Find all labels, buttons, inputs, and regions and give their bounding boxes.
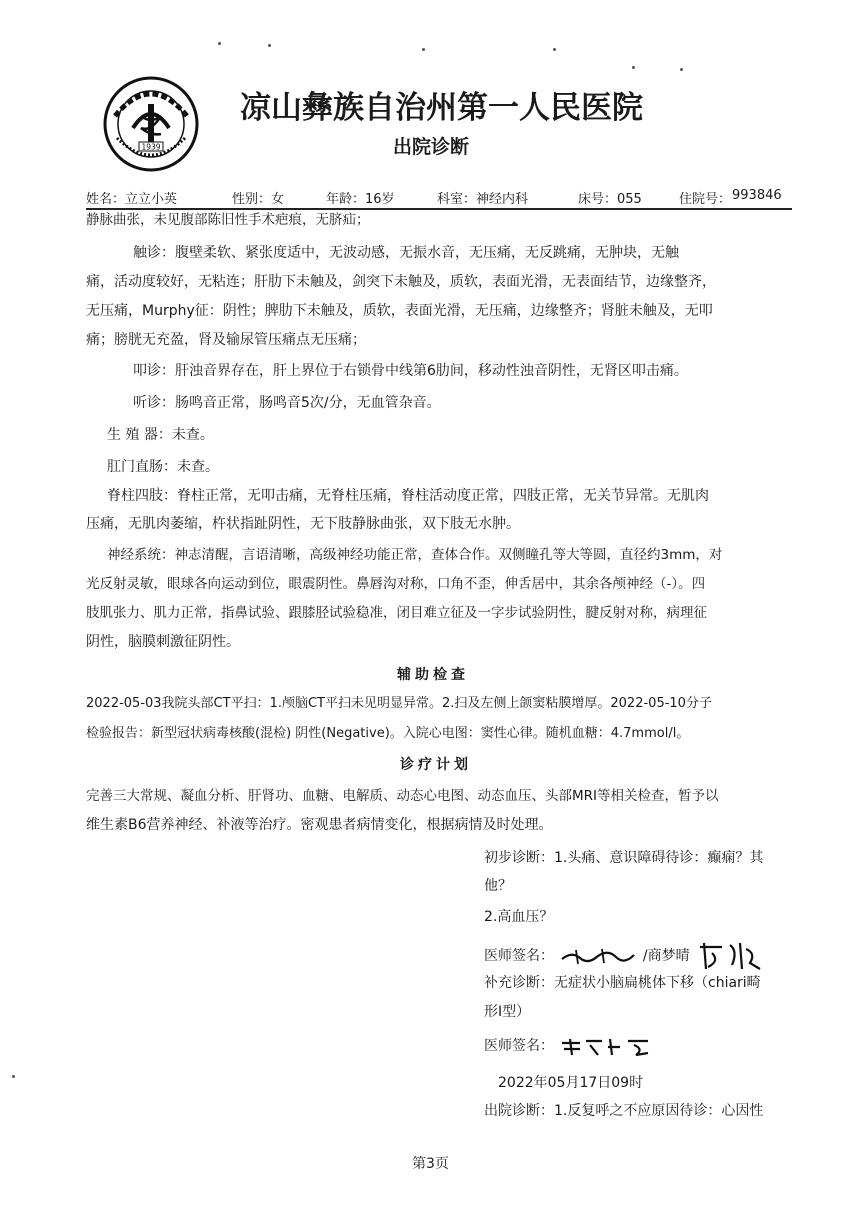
- body-line: 痛，活动度较好，无粘连；肝肋下未触及，剑突下未触及，质软，表面光滑，无表面结节，边缘整齐，: [86, 274, 716, 290]
- body-line: 光反射灵敏，眼球各向运动到位，眼震阴性。鼻唇沟对称，口角不歪，伸舌居中，其余各颅神经（-）。四: [86, 576, 706, 592]
- scan-speck: [422, 48, 425, 51]
- supplementary-diagnosis-cont: 形I型）: [484, 1004, 531, 1020]
- plan-line: 维生素B6营养神经、补液等治疗。密观患者病情变化，根据病情及时处理。: [86, 817, 553, 833]
- body-line: 肢肌张力、肌力正常，指鼻试验、跟膝胫试验稳准，闭目难立征及一字步试验阴性，腱反射对称，病理征: [86, 605, 707, 621]
- body-line: 肛门直肠：未查。: [107, 459, 219, 475]
- doctor-signature-row-2: [484, 1035, 654, 1057]
- body-line: 脊柱四肢：脊柱正常，无叩击痛，无脊柱压痛，脊柱活动度正常，四肢正常，无关节异常。无肌肉: [107, 488, 709, 504]
- body-line: 静脉曲张，未见腹部陈旧性手术疤痕，无脐疝；: [86, 212, 370, 228]
- handwritten-signature-2: [694, 939, 764, 973]
- aux-exam-line: 检验报告：新型冠状病毒核酸(混检) 阴性(Negative)。入院心电图：窦性心律。随机血糖：4.7mmol/l。: [86, 726, 690, 741]
- scan-speck: [632, 66, 635, 69]
- aux-exam-line: 2022-05-03我院头部CT平扫：1.颅脑CT平扫未见明显异常。2.扫及左侧上颌窦粘膜增厚。2022-05-10分子: [86, 696, 712, 711]
- svg-text:1939: 1939: [141, 142, 161, 152]
- discharge-diagnosis: 出院诊断：1.反复呼之不应原因待诊：心因性: [484, 1103, 764, 1119]
- body-line: 叩诊：肝浊音界存在，肝上界位于右锁骨中线第6肋间，移动性浊音阴性，无肾区叩击痛。: [133, 363, 688, 379]
- hospital-logo: [103, 76, 199, 172]
- doctor-signature-label: 医师签名：: [484, 948, 554, 964]
- record-date: 2022年05月17日09时: [498, 1075, 644, 1091]
- prelim-diagnosis-2: 2.高血压？: [484, 909, 554, 925]
- inpatient-no-label: 住院号：: [679, 192, 732, 207]
- handwritten-signature-1: [558, 945, 638, 967]
- document-title: 出院诊断: [393, 136, 470, 158]
- body-line: 听诊：肠鸣音正常，肠鸣音5次/分，无血管杂音。: [133, 395, 441, 411]
- patient-name: 姓名：立立小英: [86, 192, 178, 207]
- patient-age: 年龄：16岁: [326, 192, 395, 207]
- hospital-name: 凉山彝族自治州第一人民医院: [240, 90, 643, 126]
- body-line: 压痛，无肌肉萎缩，杵状指趾阴性，无下肢静脉曲张，双下肢无水肿。: [86, 516, 520, 532]
- page-number: 第3页: [412, 1156, 449, 1172]
- supplementary-diagnosis: 补充诊断：无症状小脑扁桃体下移（chiari畸: [484, 975, 761, 991]
- body-line: 触诊：腹壁柔软、紧张度适中，无波动感，无振水音，无压痛，无反跳痛，无肿块，无触: [133, 245, 679, 261]
- scan-speck: [268, 44, 271, 47]
- scan-speck: [218, 42, 221, 45]
- plan-line: 完善三大常规、凝血分析、肝肾功、血糖、电解质、动态心电图、动态血压、头部MRI等相关检查，暂予以: [86, 788, 719, 804]
- body-line: 无压痛，Murphy征：阴性；脾肋下未触及，质软，表面光滑，无压痛，边缘整齐；肾脏未触及，无叩: [86, 303, 713, 319]
- body-line: 阴性，脑膜刺激征阴性。: [86, 634, 240, 650]
- scan-speck: [680, 68, 683, 71]
- inpatient-no: 993846: [732, 188, 782, 203]
- body-line: 生 殖 器：未查。: [107, 427, 214, 443]
- scan-speck: [12, 1075, 15, 1078]
- body-line: 神经系统：神志清醒，言语清晰，高级神经功能正常，查体合作。双侧瞳孔等大等圆，直径约3mm，对: [107, 547, 723, 563]
- patient-sex: 性别：女: [232, 192, 285, 207]
- patient-bed: 床号：055: [578, 192, 642, 207]
- body-line: 痛；膀胱无充盈，肾及输尿管压痛点无压痛；: [86, 332, 366, 348]
- aux-exam-heading: 辅助检查: [397, 667, 469, 683]
- plan-heading: 诊疗计划: [400, 757, 472, 773]
- scan-speck: [553, 48, 556, 51]
- patient-dept: 科室：神经内科: [437, 192, 529, 207]
- prelim-diagnosis-cont: 他？: [484, 878, 512, 894]
- handwritten-signature-3: [558, 1035, 654, 1057]
- doctor-signature-label-2: 医师签名：: [484, 1038, 554, 1054]
- patient-info-row: [86, 186, 792, 210]
- doctor-signature-row: [484, 939, 764, 973]
- prelim-diagnosis: 初步诊断：1.头痛、意识障碍待诊：癫痫？其: [484, 850, 764, 866]
- doctor-signature-name: /商梦晴: [642, 948, 690, 964]
